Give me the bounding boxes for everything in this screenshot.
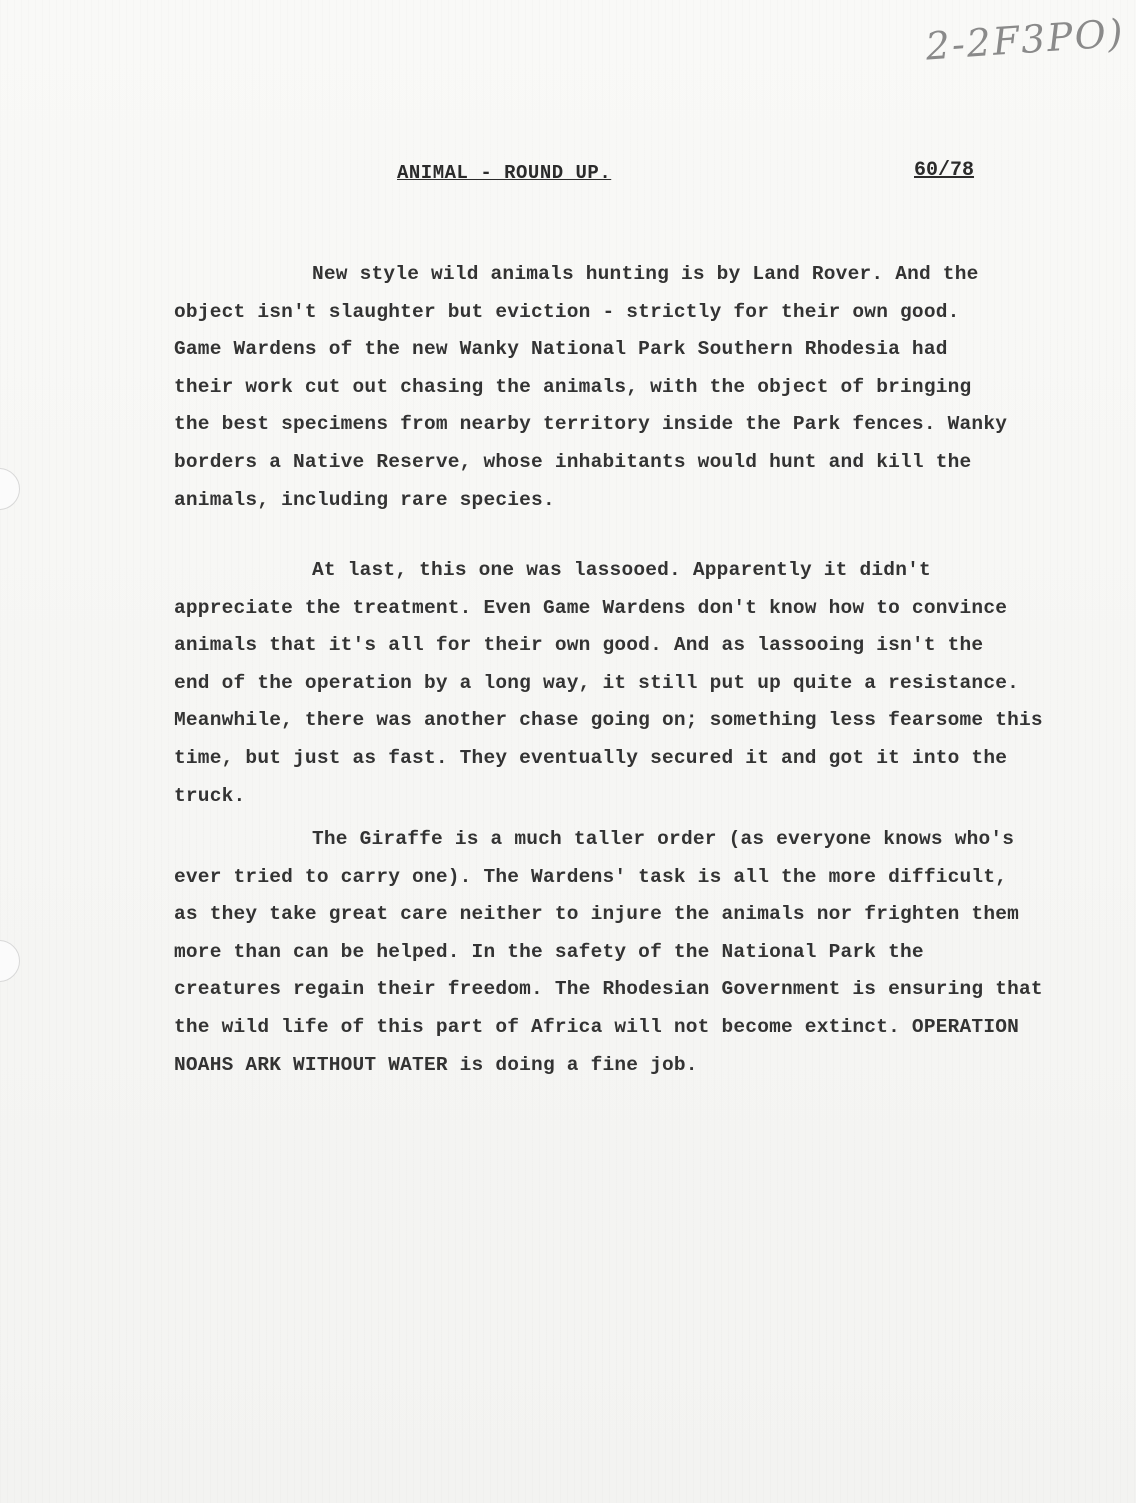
text-line: animals, including rare species. [174, 488, 555, 511]
text-line: time, but just as fast. They eventually secured it and got it into the [174, 746, 1008, 769]
paragraph-1 [174, 256, 1094, 519]
text-line: NOAHS ARK WITHOUT WATER is doing a fine job. [174, 1053, 698, 1076]
text-line: borders a Native Reserve, whose inhabitants would hunt and kill the [174, 450, 972, 473]
punch-hole-mark [0, 468, 20, 510]
text-line: Game Wardens of the new Wanky National Park Southern Rhodesia had [174, 338, 948, 361]
paragraph-3 [174, 821, 1094, 1084]
text-line: object isn't slaughter but eviction - strictly for their own good. [174, 300, 960, 323]
document-number: 60/78 [914, 159, 975, 182]
text-line: creatures regain their freedom. The Rhodesian Government is ensuring that [174, 978, 1043, 1001]
text-line: The Giraffe is a much taller order (as everyone knows who's [312, 828, 1015, 850]
text-line: the wild life of this part of Africa will not become extinct. OPERATION [174, 1015, 1020, 1038]
handwritten-reference: 2-2F3PO) [924, 10, 1127, 69]
text-line: as they take great care neither to injure the animals nor frighten them [174, 903, 1020, 926]
text-line: end of the operation by a long way, it still put up quite a resistance. [174, 671, 1020, 694]
text-line: At last, this one was lassooed. Apparently it didn't [312, 559, 931, 581]
punch-hole-mark [0, 940, 20, 982]
text-line: ever tried to carry one). The Wardens' task is all the more difficult, [174, 865, 1008, 888]
paragraph-2 [174, 552, 1094, 815]
text-line: New style wild animals hunting is by Land Rover. And the [312, 263, 979, 285]
text-line: more than can be helped. In the safety of the National Park the [174, 940, 924, 963]
text-line: the best specimens from nearby territory inside the Park fences. Wanky [174, 413, 1008, 436]
text-line: truck. [174, 784, 246, 807]
text-line: animals that it's all for their own good. And as lassooing isn't the [174, 634, 984, 657]
text-line: their work cut out chasing the animals, with the object of bringing [174, 375, 972, 398]
text-line: appreciate the treatment. Even Game Wardens don't know how to convince [174, 596, 1008, 619]
document-title: ANIMAL - ROUND UP. [397, 162, 612, 184]
text-line: Meanwhile, there was another chase going on; something less fearsome this [174, 709, 1043, 732]
